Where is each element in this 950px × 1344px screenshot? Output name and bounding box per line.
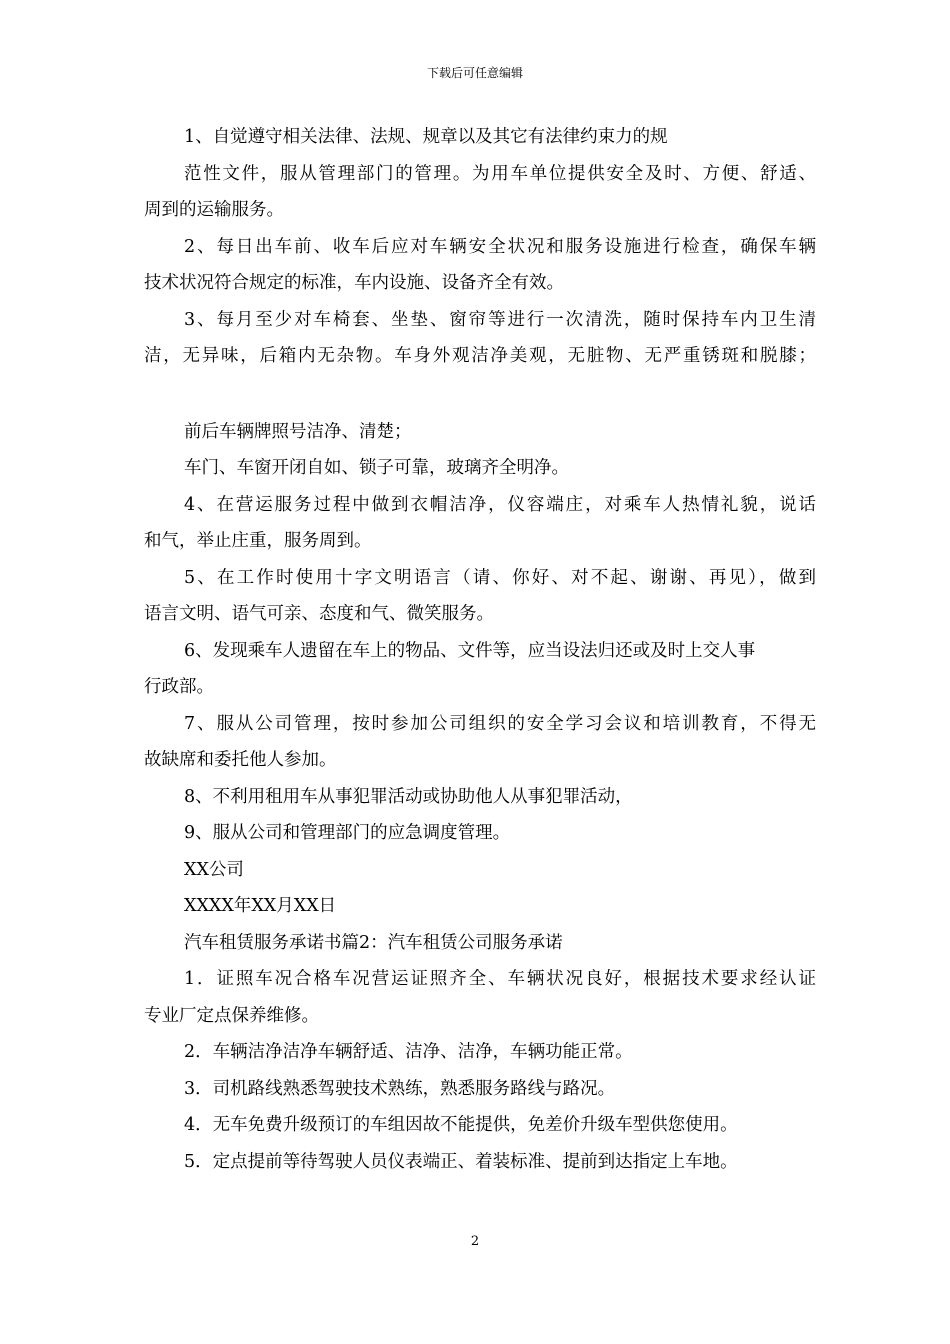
paragraph-line: 6、发现乘车人遗留在车上的物品、文件等，应当设法归还或及时上交人事	[184, 640, 756, 661]
document-body	[144, 124, 816, 1185]
paragraph-line: 4、在营运服务过程中做到衣帽洁净，仪容端庄，对乘车人热情礼貌，说话	[184, 494, 816, 515]
section-title: 汽车租赁服务承诺书篇2：汽车租赁公司服务承诺	[184, 932, 563, 953]
paragraph-line: 故缺席和委托他人参加。	[144, 750, 337, 770]
paragraph-line: 5．定点提前等待驾驶人员仪表端正、着装标准、提前到达指定上车地。	[184, 1151, 738, 1172]
paragraph-line: 周到的运输服务。	[144, 200, 284, 220]
paragraph-line: 前后车辆牌照号洁净、清楚；	[184, 421, 412, 442]
paragraph-line: 洁，无异味，后箱内无杂物。车身外观洁净美观，无脏物、无严重锈斑和脱膝；	[144, 346, 816, 366]
paragraph-line: 行政部。	[144, 677, 214, 697]
paragraph-line: 9、服从公司和管理部门的应急调度管理。	[184, 823, 511, 843]
paragraph-line: 1．证照车况合格车况营运证照齐全、车辆状况良好，根据技术要求经认证	[184, 969, 816, 989]
paragraph-line: 范性文件，服从管理部门的管理。为用车单位提供安全及时、方便、舒适、	[184, 163, 816, 184]
paragraph-line: 8、不利用租用车从事犯罪活动或协助他人从事犯罪活动，	[184, 786, 633, 807]
paragraph-line: 和气，举止庄重，服务周到。	[144, 531, 372, 551]
page-header: 下载后可任意编辑	[426, 66, 523, 80]
paragraph-line: 3、每月至少对车椅套、坐垫、窗帘等进行一次清洗，随时保持车内卫生清	[184, 309, 816, 330]
paragraph-line: 车门、车窗开闭自如、锁子可靠，玻璃齐全明净。	[184, 458, 569, 478]
paragraph-line: 5、在工作时使用十字文明语言（请、你好、对不起、谢谢、再见），做到	[184, 567, 816, 588]
paragraph-line: 语言文明、语气可亲、态度和气、微笑服务。	[144, 604, 494, 624]
company-name: XX公司	[184, 859, 244, 880]
paragraph-line: 2．车辆洁净洁净车辆舒适、洁净、洁净，车辆功能正常。	[184, 1042, 633, 1062]
paragraph-line: 3．司机路线熟悉驾驶技术熟练，熟悉服务路线与路况。	[184, 1078, 616, 1099]
paragraph-line: 技术状况符合规定的标准，车内设施、设备齐全有效。	[144, 273, 564, 293]
paragraph-line: 1、自觉遵守相关法律、法规、规章以及其它有法律约束力的规	[184, 127, 668, 147]
paragraph-line: 2、每日出车前、收车后应对车辆安全状况和服务设施进行检查，确保车辆	[184, 236, 816, 257]
date-line: XXXX年XX月XX日	[184, 896, 337, 916]
page-number: 2	[470, 1234, 480, 1249]
paragraph-line: 4．无车免费升级预订的车组因故不能提供，免差价升级车型供您使用。	[184, 1115, 738, 1135]
paragraph-line: 7、服从公司管理，按时参加公司组织的安全学习会议和培训教育，不得无	[184, 713, 816, 734]
paragraph-line: 专业厂定点保养维修。	[144, 1005, 319, 1026]
